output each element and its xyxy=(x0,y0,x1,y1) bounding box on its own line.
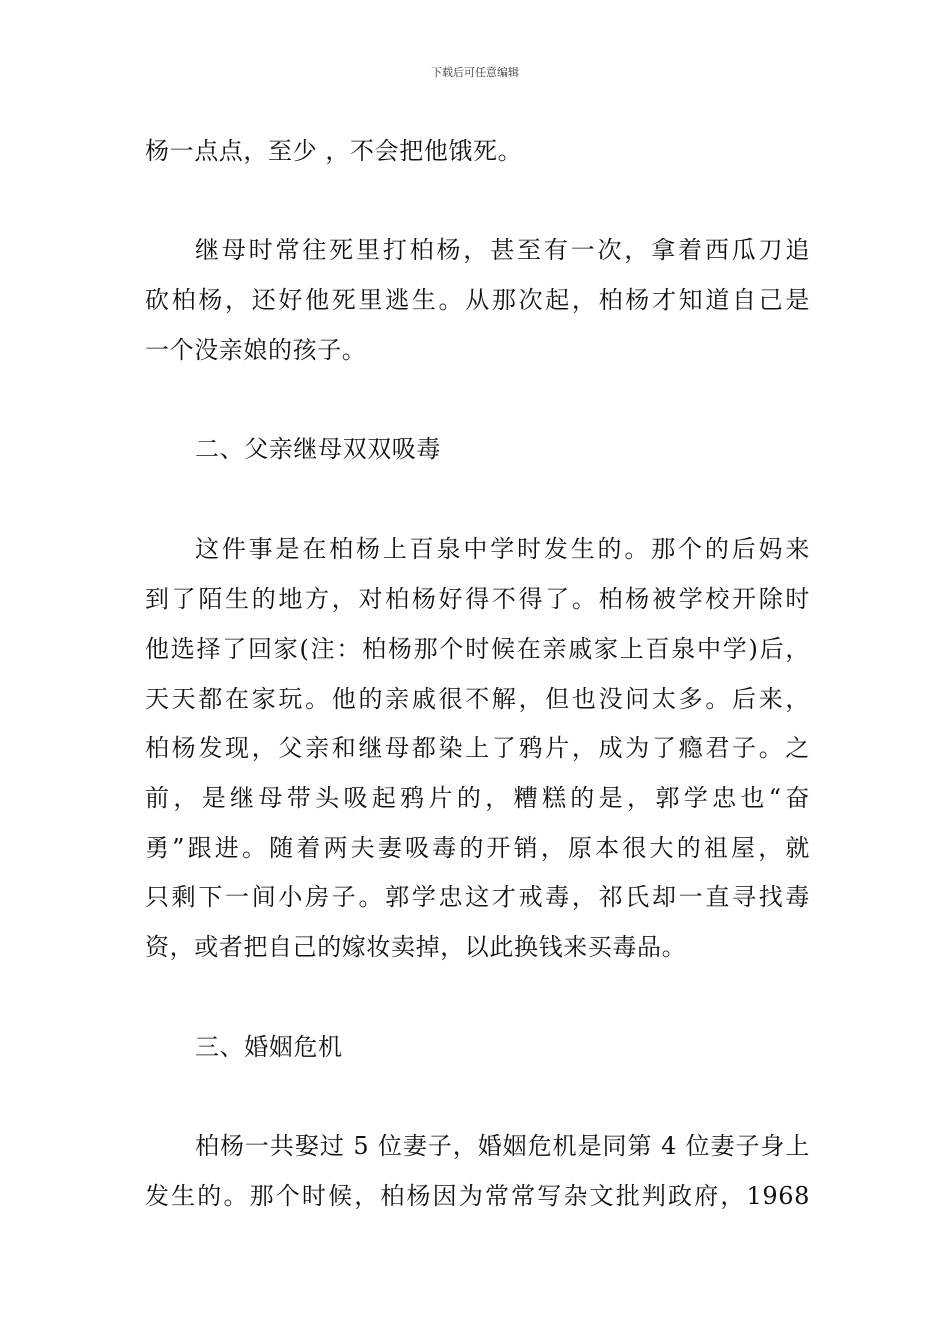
paragraph-line: 柏杨发现，父亲和继母都染上了鸦片，成为了瘾君子。之 xyxy=(145,734,810,762)
paragraph-line: 勇”跟进。随着两夫妻吸毒的开销，原本很大的祖屋，就 xyxy=(145,834,810,862)
paragraph-line: 到了陌生的地方，对柏杨好得不得了。柏杨被学校开除时 xyxy=(145,585,810,613)
paragraph-line: 一个没亲娘的孩子。 xyxy=(145,336,367,364)
paragraph-line: 只剩下一间小房子。郭学忠这才戒毒，祁氏却一直寻找毒 xyxy=(145,883,810,911)
paragraph-line: 柏杨一共娶过 5 位妻子，婚姻危机是同第 4 位妻子身上 xyxy=(195,1132,810,1160)
paragraph-line: 砍柏杨，还好他死里逃生。从那次起，柏杨才知道自己是 xyxy=(145,286,810,314)
paragraph-line: 他选择了回家(注：柏杨那个时候在亲戚家上百泉中学)后， xyxy=(145,635,810,663)
paragraph-line: 发生的。那个时候，柏杨因为常常写杂文批判政府，1968 xyxy=(145,1182,810,1210)
paragraph-line: 继母时常往死里打柏杨，甚至有一次，拿着西瓜刀追 xyxy=(195,236,810,264)
paragraph-line: 天天都在家玩。他的亲戚很不解，但也没问太多。后来， xyxy=(145,685,810,713)
section-heading: 二、父亲继母双双吸毒 xyxy=(195,435,441,463)
paragraph-line: 杨一点点，至少 ，不会把他饿死。 xyxy=(145,137,523,165)
paragraph-line: 这件事是在柏杨上百泉中学时发生的。那个的后妈来 xyxy=(195,535,810,563)
section-heading: 三、婚姻危机 xyxy=(195,1033,343,1061)
page-header: 下载后可任意编辑 xyxy=(431,66,519,79)
paragraph-line: 资，或者把自己的嫁妆卖掉，以此换钱来买毒品。 xyxy=(145,933,687,961)
paragraph-line: 前，是继母带头吸起鸦片的，糟糕的是，郭学忠也“奋 xyxy=(145,784,810,812)
